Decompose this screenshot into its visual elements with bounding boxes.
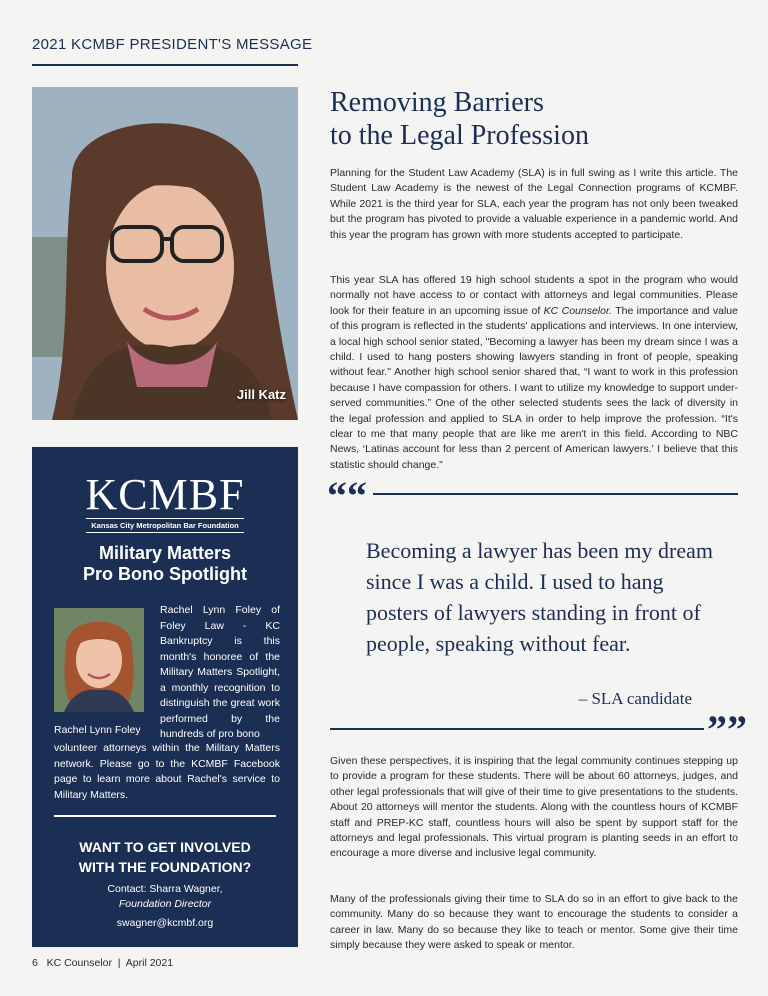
- contact-email[interactable]: swagner@kcmbf.org: [116, 917, 214, 929]
- open-quote-icon: ““: [327, 473, 367, 518]
- contact-info: [32, 882, 298, 931]
- section-header: 2021 KCMBF PRESIDENT'S MESSAGE: [32, 36, 313, 53]
- article-paragraph-4: Many of the professionals giving their time to SLA do so in an effort to give back to the community. Many do so because they want to encourage the students to consider a career in law. Many do so because they like to teach or mentor. Some give their time simply because they were asked to speak or mentor.: [330, 893, 738, 952]
- spotlight-text-top: Rachel Lynn Foley of Foley Law - KC Bankruptcy is this month's honoree of the Military Matters Spotlight, a monthly recognition to distinguish the great work performed by the hundreds of pro bono: [160, 604, 280, 740]
- get-involved-heading: [32, 837, 298, 877]
- contact-role: Foundation Director: [118, 898, 212, 910]
- portrait-photo: [32, 87, 298, 420]
- header-divider: [32, 64, 298, 66]
- pull-quote: Becoming a lawyer has been my dream since I was a child. I used to hang posters of lawyers standing in front of people, speaking without fear.: [366, 538, 713, 656]
- honoree-photo: [54, 608, 144, 712]
- spotlight-title-line1: Military Matters: [98, 543, 232, 563]
- sidebar-divider: [54, 815, 276, 817]
- honoree-caption: Rachel Lynn Foley: [54, 724, 141, 736]
- get-involved-line1: WANT TO GET INVOLVED: [79, 839, 251, 855]
- close-quote-icon: ””: [707, 707, 747, 752]
- logo-subtitle: Kansas City Metropolitan Bar Foundation: [86, 518, 244, 533]
- spotlight-title-line2: Pro Bono Spotlight: [83, 564, 247, 584]
- article-title-line1: Removing Barriers: [330, 87, 544, 118]
- spotlight-text-bottom: volunteer attorneys within the Military Matters network. Please go to the KCMBF Facebook page to learn more about Rachel's service to Military Matters.: [54, 742, 280, 801]
- portrait-illustration: [32, 87, 298, 420]
- article-paragraph-2: [330, 273, 738, 473]
- page-footer: 6 KC Counselor | April 2021: [32, 957, 174, 969]
- quote-divider-top: [373, 493, 738, 495]
- quote-attribution: – SLA candidate: [578, 689, 692, 708]
- publication-name: KC Counselor.: [543, 304, 613, 317]
- article-paragraph-3: Given these perspectives, it is inspiring that the legal community continues stepping up to provide a program for these students. There will be about 60 attorneys, judges, and other legal professionals that will give of their time to give presentations to the students. About 20 attorneys will mentor the students. Along with the countless hours of KCMBF staff and PREP-KC staff, countless hours will also be spent by support staff for the attorneys and legal professionals. This virtual program is planting seeds in an effort to encourage a more diverse and inclusive legal community.: [330, 755, 738, 860]
- kcmbf-logo: KCMBF: [85, 470, 245, 519]
- spotlight-title: [32, 543, 298, 585]
- paragraph-2-rest: The importance and value of this program is reflected in the students' applications and interviews. In one interview, a local high school senior stated, "Becoming a lawyer has been my dream since I was a child. I used to hang posters showing lawyers standing in front of people, speaking without fear." Another high school senior shared that, “I want to work in this profession because I have compassion for others. I want to utilize my knowledge to support under-served communities.” One of the other selected students sees the lack of diversity in the legal profession and applied to SLA in order to help improve the profession. “It's clear to me that many people that are like me aren't in this field. According to NBC News, ‘Latinas account for less than 2 percent of American lawyers.’ I believe that this statistic should change.”: [330, 304, 738, 471]
- article-title-line2: to the Legal Profession: [330, 120, 589, 151]
- article-paragraph-1: Planning for the Student Law Academy (SLA) is in full swing as I write this article. The Student Law Academy is the newest of the Legal Connection programs of KCMBF. While 2021 is the third year for SLA, each year the program has not only been tweaked but the program has pivoted to provide a valuable experience in a pandemic world. And this year the program has grown with more students accepted to participate.: [330, 167, 738, 241]
- honoree-illustration: [54, 608, 144, 712]
- article-title: [330, 86, 750, 152]
- contact-name: Contact: Sharra Wagner,: [107, 883, 223, 895]
- quote-divider-bottom: [330, 728, 704, 730]
- photo-caption: Jill Katz: [236, 387, 286, 402]
- get-involved-line2: WITH THE FOUNDATION?: [78, 859, 252, 875]
- foundation-sidebar: [32, 447, 298, 947]
- paragraph-2-start: This year SLA has offered 19 high school students a spot in the program who would normally not have access to or contact with attorneys and legal communities. Please look for their feature in an upcoming issue of: [330, 274, 738, 317]
